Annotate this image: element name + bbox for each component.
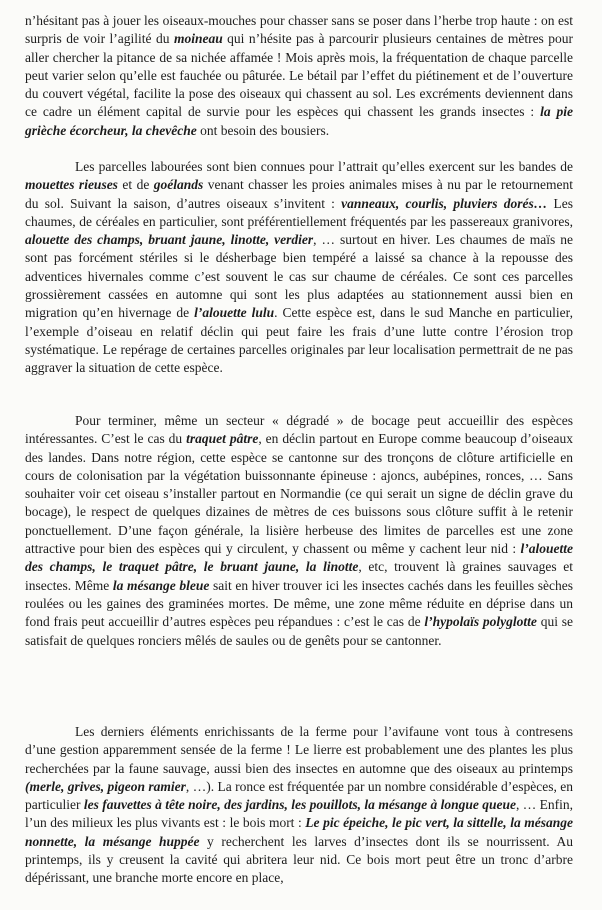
paragraph-hunting-meadows: [25, 12, 573, 140]
species-name: la pie grièche écorcheur, la chevêche: [25, 104, 573, 138]
species-name: l’hypolaïs polyglotte: [424, 614, 537, 630]
text-segment: , en déclin partout en Europe comme beaucoup d’oiseaux des landes. Dans notre région, cette espèce se cantonne sur des tronçons de clôture artificielle en cours de colonisation par la végétation buissonnante épineuse : ajoncs, aubépines, ronces, … Sans souhaiter voir cet oiseau s’installer partout en Normandie (ce qui serait un signe de déclin grave du bocage), le respect de quelques dizaines de mètres de ces buissons sous clôture suffit à le retenir ponctuellement. D’une façon générale, la lisière herbeuse des limites de parcelles est une zone attractive pour bien des espèces qui y circulent, y chassent ou même y cachent leur nid :: [25, 431, 574, 557]
species-name: l’alouette lulu: [194, 305, 275, 321]
text-segment: , … Enfin, l’un des milieux les plus vivants est : le bois mort :: [25, 797, 573, 831]
species-name: mouettes rieuses: [25, 177, 118, 193]
text-segment: . Cette espèce est, dans le sud Manche en particulier, l’exemple d’oiseau en relatif déclin qui peut faire les frais d’une lutte contre l’érosion trop systématique. Le repérage de certaines parcelles originales par leur localisation permettrait de ne pas aggraver la situation de cette espèce.: [25, 305, 573, 376]
paragraph-degraded-bocage: [25, 412, 573, 650]
species-name: alouette des champs, bruant jaune, linotte, verdier: [25, 232, 314, 248]
species-name: l’alouette des champs, le traquet pâtre, le bruant jaune, la linotte: [25, 541, 573, 575]
species-name: Le pic épeiche, le pic vert, la sittelle, la mésange nonnette, la mésange huppée: [25, 815, 573, 849]
species-name: goélands: [153, 177, 204, 193]
species-name: moineau: [173, 31, 223, 47]
text-segment: Les parcelles labourées sont bien connues pour l’attrait qu’elles exercent sur les bandes de: [75, 159, 573, 174]
text-segment: ont besoin des bousiers.: [196, 122, 330, 138]
text-segment: , …). La ronce est fréquentée par un nombre considérable d’espèces, en particulier: [25, 778, 573, 813]
text-segment: venant chasser les proies animales mises à nu par le retournement du sol. Suivant la saison, d’autres oiseaux s’invitent :: [25, 177, 573, 211]
text-segment: qui n’hésite pas à parcourir plusieurs centaines de mètres pour aller chercher la pitance de sa nichée affamée ! Mois après mois, la fréquentation de chaque parcelle peut varier selon qu’elle est fauchée ou pâturée. Le bétail par l’effet du piétinement et de l’ouverture du couvert végétal, facilite la pose des oiseaux qui chassent au sol. Les excréments deviennent dans ce cadre un élément capital de survie pour les espèces qui chassent les grands insectes :: [25, 31, 573, 120]
text-segment: sait en hiver trouver ici les insectes cachés dans les feuilles sèches roulées ou les gaines des graminées mortes. De même, une zone même réduite en déprise dans un fond frais peut accueillir d’autres espèces peu répandues : c’est le cas de: [25, 577, 573, 630]
text-segment: , etc, trouvent là graines sauvages et insectes. Même: [25, 559, 573, 593]
species-name: la mésange bleue: [112, 577, 210, 593]
species-name: vanneaux, courlis, pluviers dorés…: [341, 195, 548, 211]
paragraph-farm-elements: [25, 723, 573, 888]
text-segment: et de: [117, 177, 154, 193]
text-segment: y recherchent les larves d’insectes dont ils se nourrissent. Au printemps, ils y creusent la cavité qui abritera leur nid. Ce bois mort peut être un tronc d’arbre dépérissant, une branche morte encore en place,: [25, 833, 573, 886]
text-segment: Pour terminer, même un secteur « dégradé » de bocage peut accueillir des espèces intéressantes. C’est le cas du: [25, 413, 573, 447]
species-name: les fauvettes à tête noire, des jardins, les pouillots, la mésange à longue queue: [83, 797, 516, 813]
text-segment: Les chaumes, de céréales en particulier, sont préférentiellement fréquentés par les passereaux granivores,: [25, 195, 573, 229]
paragraph-ploughed-fields: [25, 158, 573, 378]
text-segment: , … surtout en hiver. Les chaumes de maïs ne sont pas forcément stériles si le désherbage bien tempéré a laissé sa chance à la repousse des adventices hivernales comme c’est souvent le cas sur chaume de céréales. Ce sont ces parcelles grossièrement cassées en automne qui sont les plus adaptées au stationnement aussi bien en migration qu’en hivernage de: [25, 232, 573, 321]
text-segment: qui se satisfait de quelques ronciers mêlés de saules ou de genêts pour se cantonner.: [25, 614, 573, 648]
species-name: traquet pâtre: [186, 431, 259, 447]
text-segment: Les derniers éléments enrichissants de la ferme pour l’avifaune vont tous à contresens d’une gestion apparemment sensée de la ferme ! Le lierre est probablement une des plantes les plus recherchées par la faune sauvage, aussi bien des insectes en automne que des oiseaux au printemps: [25, 724, 573, 776]
text-segment: n’hésitant pas à jouer les oiseaux-mouches pour chasser sans se poser dans l’herbe trop haute : on est surpris de voir l’agilité du: [25, 13, 573, 47]
species-name: (merle, grives, pigeon ramier: [25, 778, 186, 794]
